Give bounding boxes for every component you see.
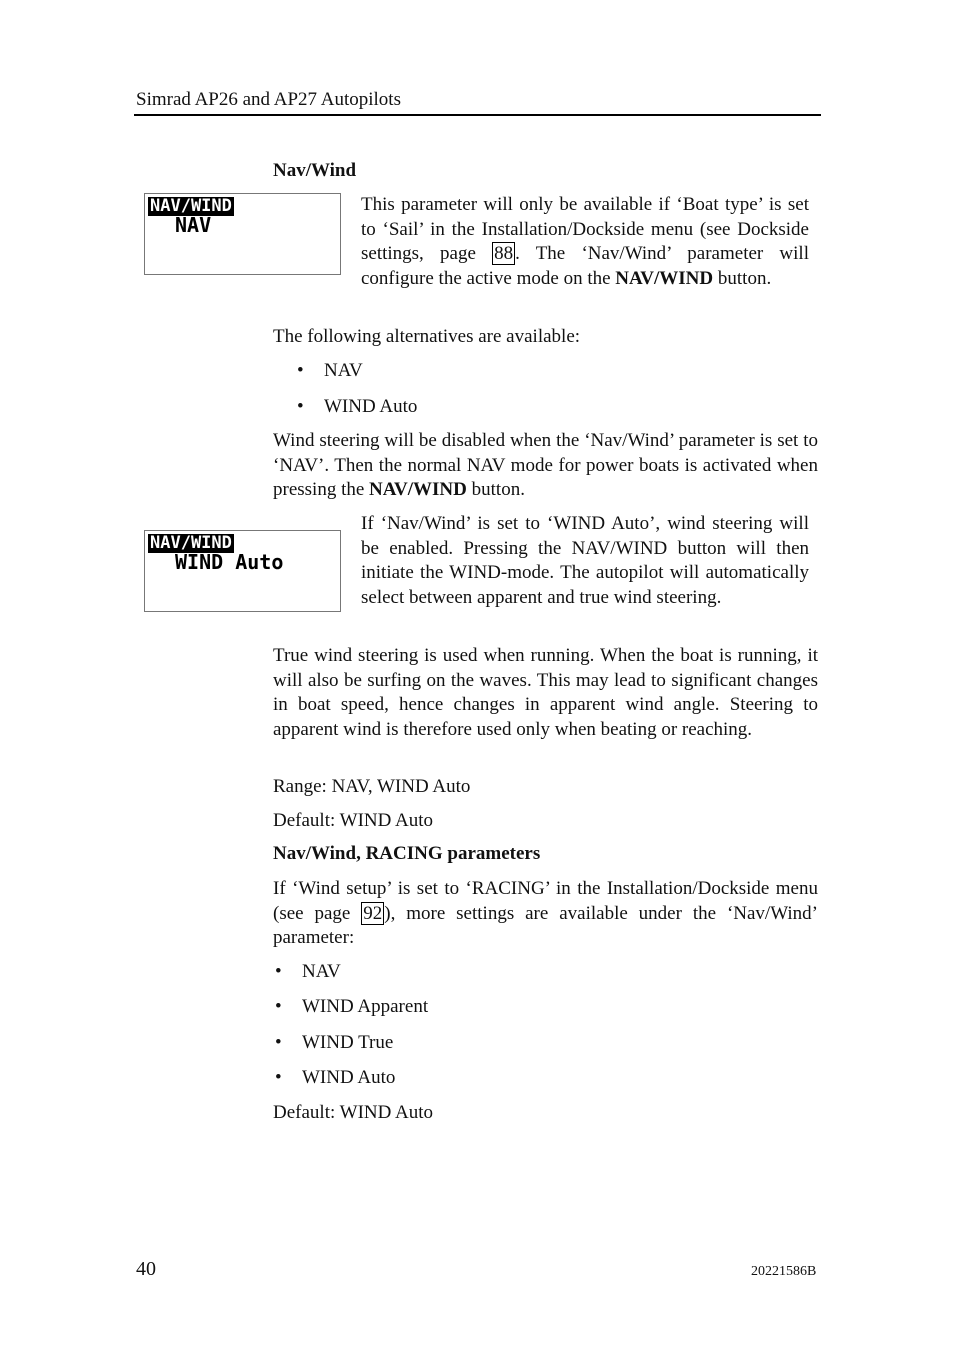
intro-paragraph: This parameter will only be available if ‘Boat type’ is set to ‘Sail’ in the Installation/Dockside menu (see Dockside settings, page 88 . The ‘Nav/Wind’ parameter will configure the active mode on the NAV/WIND button.: [361, 194, 809, 289]
racing-intro-paragraph: If ‘Wind setup’ is set to ‘RACING’ in the Installation/Dockside menu (see page 92 ), more settings are available under the ‘Nav/Wind’ parameter:: [273, 878, 818, 948]
lcd-title: NAV/WIND: [150, 533, 232, 553]
alternatives-label: The following alternatives are available:: [273, 326, 581, 347]
document-id: 20221586B: [751, 1264, 817, 1279]
default-text: Default: WIND Auto: [273, 810, 434, 831]
true-wind-paragraph: True wind steering is used when running. When the boat is running, it will also be surfing on the waves. This may lead to significant changes in boat speed, hence changes in apparent wind angle. Steering to apparent wind is therefore used only when beating or reaching.: [273, 645, 818, 740]
wind-disabled-paragraph: Wind steering will be disabled when the ‘Nav/Wind’ parameter is set to ‘NAV’. Then the normal NAV mode for power boats is activated when pressing the NAV/WIND button.: [273, 430, 818, 500]
section-heading-nav-wind: Nav/Wind: [273, 160, 357, 181]
lcd-display-nav: [144, 193, 341, 275]
wind-auto-paragraph: If ‘Nav/Wind’ is set to ‘WIND Auto’, wind steering will be enabled. Pressing the NAV/WIND button will then initiate the WIND-mode. The autopilot will automatically select between apparent and true wind steering.: [361, 513, 809, 608]
lcd-display-wind-auto: [144, 530, 341, 612]
range-text: Range: NAV, WIND Auto: [273, 776, 471, 797]
lcd-value: WIND Auto: [175, 550, 284, 574]
page-number: 40: [136, 1258, 156, 1280]
lcd-title: NAV/WIND: [150, 196, 232, 216]
header-rule: [134, 114, 821, 116]
section-heading-racing: Nav/Wind, RACING parameters: [273, 843, 541, 864]
running-header: Simrad AP26 and AP27 Autopilots: [136, 89, 401, 110]
racing-default-text: Default: WIND Auto: [273, 1102, 434, 1123]
lcd-value: NAV: [175, 213, 212, 237]
page-reference-link[interactable]: 88: [494, 243, 514, 264]
page-reference-link[interactable]: 92: [363, 902, 383, 924]
